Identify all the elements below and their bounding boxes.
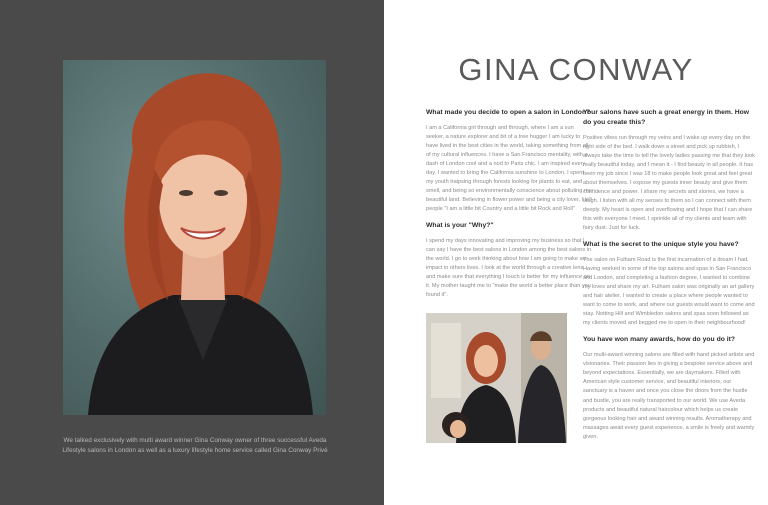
question-heading: You have won many awards, how do you do it? — [583, 336, 736, 344]
question-heading: What made you decide to open a salon in London? — [426, 109, 591, 116]
portrait-illustration — [63, 60, 326, 415]
right-column — [583, 108, 755, 449]
portrait-photo — [63, 60, 326, 415]
article-title: GINA CONWAY — [458, 52, 694, 87]
right-page — [384, 0, 768, 505]
answer-text: The salon on Fulham Road is the first incarnation of a dream I had. Having worked in some of the top salons and spas in San Francisco and London, and completing a fashion degree, I wanted to combine my loves and share my art. Fulham salon was originally an art gallery and hair atelier. I wanted to create a place where people wanted to want to come to work, and where our guests would want to come and stay. Notting Hill and Wimbledon salons and spas soon followed as my clients moved and begged me to open in their neighbourhood! — [583, 257, 755, 327]
salon-photo — [426, 313, 567, 443]
photo-caption: We talked exclusively with multi award winner Gina Conway owner of three successful Aveda Lifestyle salons in London as well as a luxury lifestyle home service called Gina Conway Privé — [62, 437, 328, 454]
answer-text: Our multi-award winning salons are filled with hand picked artists and visionaries. Their passion lies in giving a bespoke service above and beyond expectations. Essentially, we are daymakers. Filled with American style customer service, and beautiful interiors, our sanctuary is a haven and once you close the doors from the hustle and bustle, you are really transported to our world. We use Aveda products and beautiful natural haircolour which helps us create gorgeous looking hair and award winning results. Aromatherapy and massages await every guest experience, a smile is freely and warmly given. — [583, 352, 755, 440]
left-column — [426, 108, 592, 443]
answer-text: I spend my days innovating and improving my business so that I can say I have the best salons in London among the best salons in the world. I go to work thinking about how I am going to make an impact in others lives. I look at the world through a creative lens and make sure that everything I touch is better for my influence on it. My mother taught me to "make the world a better place than you found it". — [426, 238, 592, 299]
salon-illustration — [426, 313, 567, 443]
answer-text: Positive vibes run through my veins and I wake up every day on the right side of the bed. I walk down a street and pick up rubbish, I always take the time to tell the lovely ladies passing me that they look really beautiful today, and I mean it - I find beauty in all people. It has been my job since I was 18 to make people look great and feel great about themselves. I expose my guests inner beauty and give them confidence and power. I share my secrets and stories, we have a laugh. I listen with all my senses to them so I can connect with them deeply. My heart is open and overflowing and I hope that I can share this with everyone I meet. I sprinkle all of my clients and team with fairy dust. Just for luck. — [583, 134, 755, 232]
answer-text: I am a California girl through and through, where I am a sun seeker, a nature explorer and bit of a tree hugger I am lucky to have lived in the best cities in the world, taking something from all of my cultural influences. I have a San Francisco mentality, with a dash of London cool and a nod to Paris chic. I am inspired every day. I wanted to bring the California sunshine to London. I spent my youth traipsing through forests looking for plants to eat, and smell, and being so environmentally conscience about polluting my beautiful land. Believing in flower power and being a city lover, I tell people "I am a little bit Country and a little bit Rock and Roll" — [426, 124, 592, 213]
question-heading: Your salons have such a great energy in them. How do you create this? — [583, 109, 750, 126]
question-heading: What is the secret to the unique style you have? — [583, 241, 739, 249]
question-heading: What is your "Why?" — [426, 222, 494, 230]
